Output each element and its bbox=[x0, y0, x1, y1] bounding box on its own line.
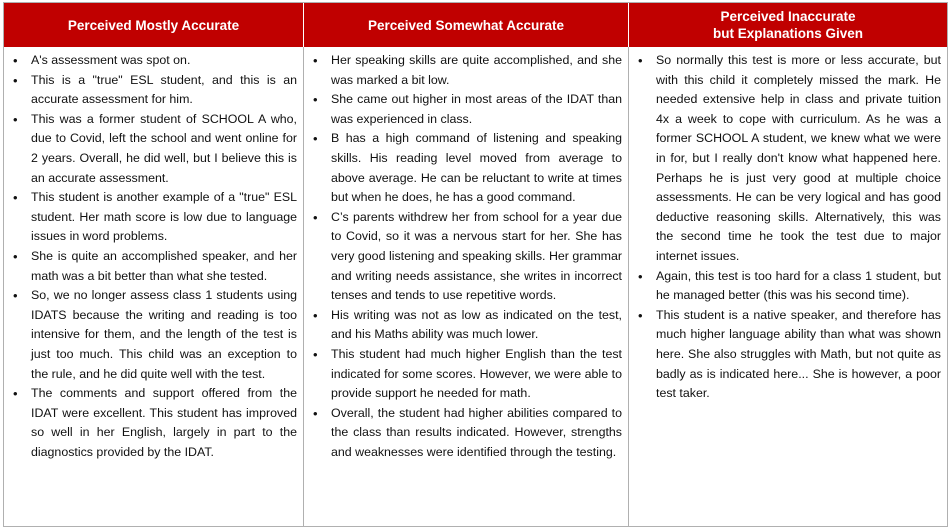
list-item: • This student is a native speaker, and therefore has much higher language ability than what was shown here. She also struggles with Math, but not quite as badly as is indicated here... She is however, a poor test taker. bbox=[635, 306, 941, 404]
comment-list bbox=[635, 51, 941, 404]
comment-list bbox=[10, 51, 297, 462]
list-item: • So, we no longer assess class 1 students using IDATS because the writing and reading is too intensive for them, and the length of the test is just too much. This child was an exception to the rule, and he did quite well with the test. bbox=[10, 286, 297, 384]
header-line: Perceived Mostly Accurate bbox=[67, 17, 240, 33]
list-item: • A's assessment was spot on. bbox=[10, 51, 297, 71]
header-line: Perceived Somewhat Accurate bbox=[367, 17, 565, 33]
list-item: • This student is another example of a "true" ESL student. Her math score is low due to language issues in word problems. bbox=[10, 188, 297, 247]
list-item: • C’s parents withdrew her from school for a year due to Covid, so it was a nervous start for her. She has very good listening and speaking skills. Her grammar and writing needs assistance, she writes in incorrect tenses and tends to use repetitive words. bbox=[310, 208, 622, 306]
header-inaccurate-explanations bbox=[629, 3, 947, 47]
header-mostly-accurate bbox=[4, 3, 304, 47]
comment-list bbox=[310, 51, 622, 462]
list-item: • Again, this test is too hard for a class 1 student, but he managed better (this was his second time). bbox=[635, 267, 941, 306]
list-item: • His writing was not as low as indicated on the test, and his Maths ability was much lower. bbox=[310, 306, 622, 345]
list-item: • Overall, the student had higher abilities compared to the class than results indicated. However, strengths and weaknesses were identified through the testing. bbox=[310, 404, 622, 463]
list-item: • This student had much higher English than the test indicated for some scores. However, we were able to provide support he needed for math. bbox=[310, 345, 622, 404]
table-header-row bbox=[4, 3, 947, 47]
comparison-table bbox=[3, 2, 948, 527]
list-item: • Her speaking skills are quite accomplished, and she was marked a bit low. bbox=[310, 51, 622, 90]
list-item: • The comments and support offered from the IDAT were excellent. This student has improved so well in her English, largely in part to the diagnostics provided by the IDAT. bbox=[10, 384, 297, 462]
list-item: • B has a high command of listening and speaking skills. His reading level moved from average to above average. He can be reluctant to write at times but when he does, he has a good command. bbox=[310, 129, 622, 207]
list-item: • She is quite an accomplished speaker, and her math was a bit better than what she tested. bbox=[10, 247, 297, 286]
header-line: but Explanations Given bbox=[712, 26, 864, 41]
column-inaccurate-explanations bbox=[629, 47, 947, 526]
list-item: • This was a former student of SCHOOL A who, due to Covid, left the school and went online for 2 years. Overall, he did well, but I believe this is an accurate assessment. bbox=[10, 110, 297, 188]
table-body-row bbox=[4, 47, 947, 526]
list-item: • This is a "true" ESL student, and this is an accurate assessment for him. bbox=[10, 71, 297, 110]
header-somewhat-accurate bbox=[304, 3, 629, 47]
column-somewhat-accurate bbox=[304, 47, 629, 526]
header-line: Perceived Inaccurate bbox=[720, 9, 856, 24]
list-item: • So normally this test is more or less accurate, but with this child it completely missed the mark. He needed extensive help in class and private tuition 4x a week to cope with curriculum. As he was a former SCHOOL A student, we knew what we were in for, but I really don't know what happened here. Perhaps he is just very good at multiple choice assessments. He can be very logical and has good deductive reasoning skills. Alternatively, this was the second time he took the test due to major internet issues. bbox=[635, 51, 941, 267]
list-item: • She came out higher in most areas of the IDAT than was experienced in class. bbox=[310, 90, 622, 129]
column-mostly-accurate bbox=[4, 47, 304, 526]
